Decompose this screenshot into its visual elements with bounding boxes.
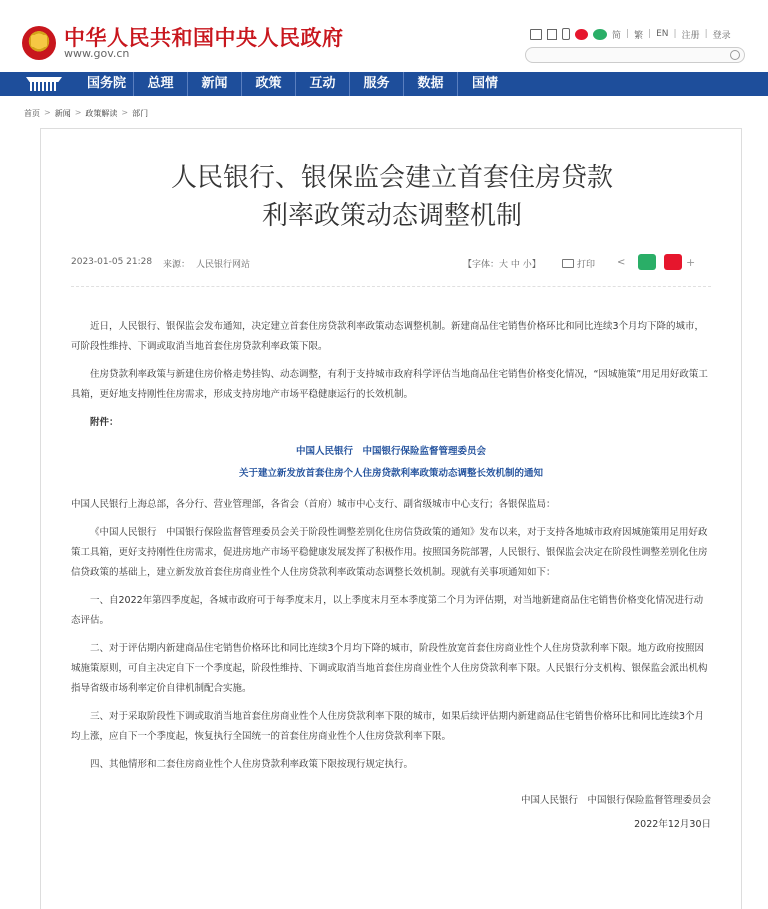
mail-icon[interactable]	[530, 29, 542, 40]
tool-traditional[interactable]: 繁	[634, 30, 644, 41]
document-icon[interactable]	[547, 29, 557, 40]
nav-items	[80, 72, 512, 96]
tool-login[interactable]: 登录	[712, 30, 731, 41]
notice-paragraph: 四、其他情形和二套住房商业性个人住房贷款利率政策下限按现行规定执行。	[90, 759, 414, 770]
breadcrumb-separator: >	[44, 108, 51, 117]
tiananmen-logo-icon[interactable]	[24, 75, 64, 93]
meta-divider	[71, 286, 711, 287]
search-input[interactable]	[526, 53, 721, 67]
notice-heading	[71, 441, 711, 485]
tool-separator: |	[626, 29, 630, 39]
main-nav	[0, 72, 768, 96]
printer-icon	[562, 259, 574, 268]
search-icon[interactable]	[730, 50, 740, 60]
print-label: 打印	[577, 260, 596, 270]
breadcrumb	[24, 108, 148, 119]
breadcrumb-separator: >	[121, 108, 129, 117]
nav-item-premier[interactable]: 总理	[134, 72, 188, 96]
notice-signature-block	[71, 789, 711, 837]
breadcrumb-department[interactable]: 部门	[132, 109, 149, 118]
source-label: 来源：	[163, 260, 191, 270]
nav-item-policies[interactable]: 政策	[242, 72, 296, 96]
breadcrumb-home[interactable]: 首页	[24, 109, 40, 118]
wechat-icon[interactable]	[593, 29, 607, 40]
article-paragraph: 近日，人民银行、银保监会发布通知，决定建立首套住房贷款利率政策动态调整机制。新建商品住宅销售价格环比和同比连续3个月均下降的城市，可阶段性维持、下调或取消当地首套住房贷款利率政策下限。	[71, 321, 705, 352]
nav-item-services[interactable]: 服务	[350, 72, 404, 96]
nav-item-state-council[interactable]: 国务院	[80, 72, 134, 96]
font-size-controls[interactable]: 【字体：大 中 小】	[463, 260, 541, 270]
article-container	[40, 128, 742, 909]
article-meta	[71, 257, 711, 273]
notice-paragraph: 二、对于评估期内新建商品住宅销售价格环比和同比连续3个月均下降的城市，阶段性放宽首套住房商业性个人住房贷款利率下限。地方政府按照因城施策原则，可自主决定自下一个季度起，阶段性维持、下调或取消当地首套住房商业性个人住房贷款利率下限。人民银行分支机构、银保监会派出机构指导省级市场利率定价自律机制配合实施。	[71, 643, 708, 694]
search-box	[525, 47, 745, 63]
notice-paragraph: 三、对于采取阶段性下调或取消当地首套住房商业性个人住房贷款利率下限的城市，如果后续评估期内新建商品住宅销售价格环比和同比连续3个月均上涨，应自下一个季度起，恢复执行全国统一的首套住房商业性个人住房贷款利率下限。	[71, 711, 705, 742]
weibo-share-icon[interactable]	[664, 254, 682, 270]
site-url: www.gov.cn	[64, 47, 130, 60]
notice-title: 关于建立新发放首套住房个人住房贷款利率政策动态调整长效机制的通知	[238, 468, 543, 479]
wechat-share-icon[interactable]	[638, 254, 656, 270]
notice-paragraph: 《中国人民银行 中国银行保险监督管理委员会关于阶段性调整差别化住房信贷政策的通知》发布以来，对于支持各地城市政府因城施策用足用好政策工具箱，更好支持刚性住房需求，促进房地产市场平稳健康发展发挥了积极作用。按照国务院部署，人民银行、银保监会决定在阶段性调整差别化住房信贷政策的基础上，建立新发放首套住房商业性个人住房贷款利率政策动态调整长效机制。现就有关事项通知如下：	[71, 527, 708, 578]
breadcrumb-news[interactable]: 新闻	[54, 109, 71, 118]
tool-english[interactable]: EN	[656, 29, 669, 39]
article-title: 人民银行、银保监会建立首套住房贷款利率政策动态调整机制	[170, 163, 613, 231]
article-body	[71, 317, 711, 837]
breadcrumb-separator: >	[74, 108, 82, 117]
site-header	[0, 0, 768, 72]
site-title[interactable]: 中华人民共和国中央人民政府	[64, 26, 344, 50]
weibo-icon[interactable]	[575, 29, 588, 40]
article-paragraph: 住房贷款利率政策与新建住房价格走势挂钩、动态调整，有利于支持城市政府科学评估当地商品住宅销售价格变化情况，“因城施策”用足用好政策工具箱，更好地支持刚性住房需求，形成支持房地产市场平稳健康运行的长效机制。	[71, 369, 708, 400]
header-tools	[530, 27, 731, 41]
national-emblem-icon[interactable]	[22, 26, 56, 60]
tool-register[interactable]: 注册	[681, 30, 700, 41]
share-icon[interactable]	[617, 258, 627, 268]
notice-recipients: 中国人民银行上海总部，各分行、营业管理部，各省会（首府）城市中心支行、副省级城市中心支行；各银保监局：	[71, 499, 556, 510]
mobile-icon[interactable]	[562, 28, 570, 40]
tool-simplified[interactable]: 简	[612, 30, 622, 41]
tool-separator: |	[648, 29, 652, 39]
notice-issuer: 中国人民银行 中国银行保险监督管理委员会	[295, 446, 486, 457]
publish-date: 2023-01-05 21:28	[71, 257, 153, 267]
tool-separator: |	[704, 29, 708, 39]
nav-item-data[interactable]: 数据	[404, 72, 458, 96]
nav-item-national-conditions[interactable]: 国情	[471, 76, 498, 91]
nav-item-interaction[interactable]: 互动	[296, 72, 350, 96]
source-name: 人民银行网站	[196, 260, 251, 270]
print-button[interactable]	[562, 257, 595, 270]
nav-item-news[interactable]: 新闻	[188, 72, 242, 96]
tool-separator: |	[673, 29, 677, 39]
breadcrumb-policy-interpretation[interactable]: 政策解读	[85, 109, 118, 118]
attachment-label: 附件：	[90, 417, 119, 428]
more-share-icon[interactable]: +	[686, 256, 696, 269]
notice-signature: 中国人民银行 中国银行保险监督管理委员会	[520, 795, 711, 806]
notice-sign-date: 2022年12月30日	[634, 819, 711, 830]
notice-paragraph: 一、自2022年第四季度起，各城市政府可于每季度末月，以上季度末月至本季度第二个月为评估期，对当地新建商品住宅销售价格变化情况进行动态评估。	[71, 595, 704, 626]
